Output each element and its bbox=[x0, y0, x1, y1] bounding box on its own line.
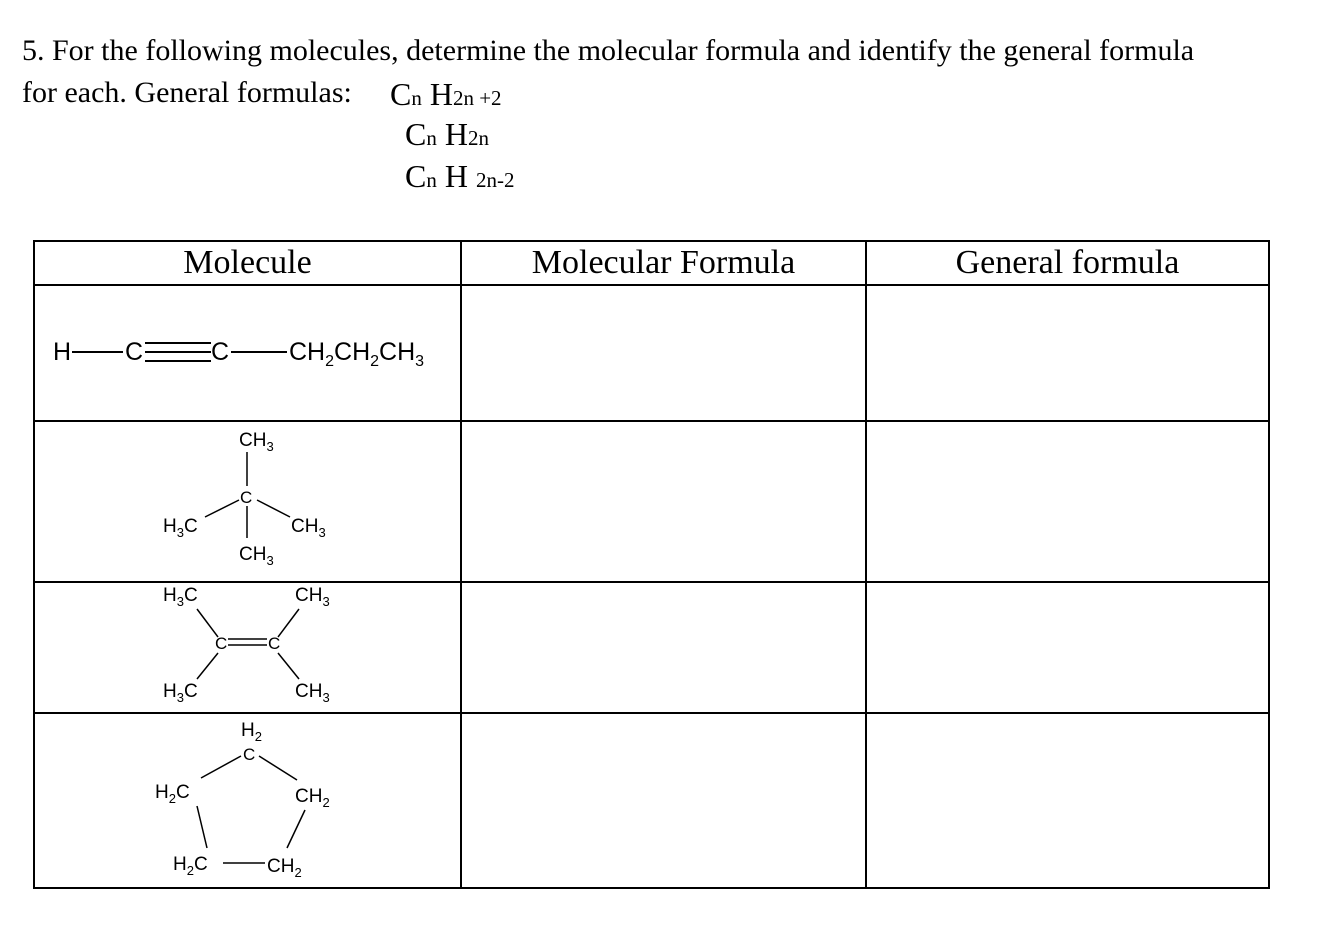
group-top-ch3: $CH_3$ bbox=[239, 430, 274, 454]
bond-bl bbox=[197, 653, 218, 679]
group-left-h3c: $H_3C$ bbox=[163, 516, 198, 540]
gf-h: H bbox=[444, 116, 468, 152]
question-line-2-prefix: for each. General formulas: bbox=[22, 76, 352, 109]
neopentane-structure bbox=[35, 422, 460, 576]
molecular-formula-cell[interactable] bbox=[461, 582, 866, 713]
molecule-cell-neopentane bbox=[34, 421, 461, 582]
molecular-formula-cell[interactable] bbox=[461, 285, 866, 421]
atom-c1: C bbox=[125, 338, 144, 366]
bond-left bbox=[205, 500, 239, 517]
group-bl-h2c: $H_2C$ bbox=[173, 854, 208, 878]
pentyne-structure bbox=[35, 286, 460, 415]
general-formula-cell[interactable] bbox=[866, 285, 1269, 421]
bond-tr bbox=[278, 609, 299, 637]
group-bl-h3c: $H_3C$ bbox=[163, 681, 198, 705]
molecular-formula-cell[interactable] bbox=[461, 713, 866, 888]
chain-ch2ch2ch3: $CH_2CH_2CH_3$ bbox=[289, 338, 425, 370]
atom-top-c: C bbox=[243, 745, 256, 764]
general-formula-alkane bbox=[390, 76, 502, 113]
group-tr-ch3: $CH_3$ bbox=[295, 585, 330, 609]
bond-tl bbox=[197, 609, 218, 637]
gf-h-sub: 2n-2 bbox=[475, 168, 515, 192]
group-right-ch2: $CH_2$ bbox=[295, 786, 330, 810]
group-br-ch3: $CH_3$ bbox=[295, 681, 330, 705]
general-formula-cell[interactable] bbox=[866, 713, 1269, 888]
general-formula-cell[interactable] bbox=[866, 421, 1269, 582]
general-formula-cell[interactable] bbox=[866, 582, 1269, 713]
question-line-1: 5. For the following molecules, determine the molecular formula and identify the general formula bbox=[22, 34, 1195, 67]
molecule-cell-tetramethylethylene bbox=[34, 582, 461, 713]
molecule-table bbox=[33, 240, 1270, 889]
gf-c-sub: n bbox=[426, 168, 437, 192]
gf-h-sub: 2n bbox=[467, 126, 489, 150]
header-general-formula: General formula bbox=[866, 241, 1269, 285]
gf-h: H bbox=[429, 76, 453, 112]
atom-center-c: C bbox=[240, 488, 253, 507]
gf-c: C bbox=[405, 116, 427, 152]
general-formula-alkyne bbox=[405, 158, 514, 195]
table-header-row bbox=[34, 241, 1269, 285]
table-row bbox=[34, 582, 1269, 713]
gf-h-sub: 2n +2 bbox=[452, 86, 502, 110]
table-row bbox=[34, 285, 1269, 421]
atom-c2: C bbox=[211, 338, 230, 366]
question-line-2 bbox=[22, 72, 1194, 114]
group-tl-h3c: $H_3C$ bbox=[163, 585, 198, 609]
atom-c2: C bbox=[268, 634, 281, 653]
gf-c-sub: n bbox=[426, 126, 437, 150]
molecular-formula-cell[interactable] bbox=[461, 421, 866, 582]
header-molecule: Molecule bbox=[34, 241, 461, 285]
group-bottom-ch3: $CH_3$ bbox=[239, 544, 274, 568]
table-row bbox=[34, 421, 1269, 582]
cyclopentane-structure bbox=[35, 714, 460, 882]
bond-top-right bbox=[259, 756, 297, 780]
gf-c: C bbox=[405, 158, 427, 194]
tetramethylethylene-structure bbox=[35, 583, 460, 707]
atom-c1: C bbox=[215, 634, 228, 653]
atom-h: H bbox=[53, 338, 72, 366]
bond-br bbox=[278, 653, 299, 679]
gf-c-sub: n bbox=[411, 86, 422, 110]
header-molecular-formula: Molecular Formula bbox=[461, 241, 866, 285]
molecule-cell-pentyne bbox=[34, 285, 461, 421]
general-formula-alkene bbox=[405, 116, 489, 153]
gf-c: C bbox=[390, 76, 412, 112]
question-text bbox=[22, 30, 1194, 114]
bond-left-bottom bbox=[197, 806, 207, 848]
bond-top-left bbox=[201, 756, 241, 778]
group-top-h2: $H_2$ bbox=[241, 720, 262, 744]
table-row bbox=[34, 713, 1269, 888]
molecule-cell-cyclopentane bbox=[34, 713, 461, 888]
bond-right-bottom bbox=[287, 810, 305, 848]
group-left-h2c: $H_2C$ bbox=[155, 782, 190, 806]
bond-right bbox=[257, 500, 290, 517]
gf-h: H bbox=[444, 158, 468, 194]
group-right-ch3: $CH_3$ bbox=[291, 516, 326, 540]
group-br-ch2: $CH_2$ bbox=[267, 856, 302, 880]
